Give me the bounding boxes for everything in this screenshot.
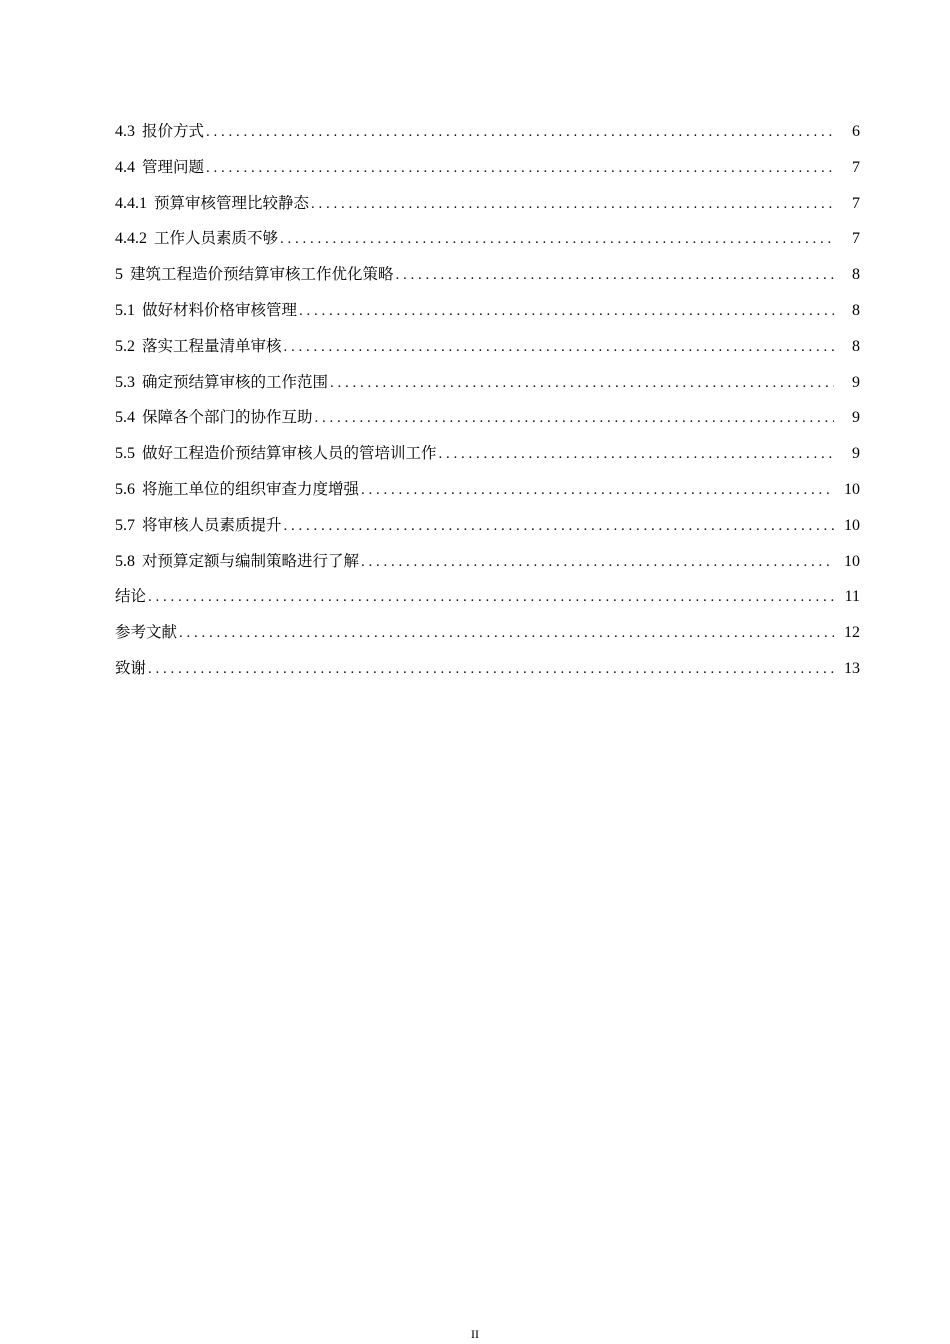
toc-dot-leader <box>361 549 834 575</box>
toc-dot-leader <box>396 262 834 288</box>
toc-entry-page: 7 <box>852 230 860 248</box>
toc-entry-number: 4.4.1 <box>115 194 147 212</box>
toc-dot-leader <box>361 477 834 503</box>
toc-entry-number: 5.5 <box>115 445 135 463</box>
toc-entry-page: 10 <box>844 516 860 534</box>
toc-entry-number: 5.4 <box>115 409 135 427</box>
toc-entry-page: 8 <box>852 266 860 284</box>
toc-dot-leader <box>284 334 834 360</box>
toc-entry-title: 将施工单位的组织审查力度增强 <box>142 479 360 498</box>
toc-entry-title: 保障各个部门的协作互助 <box>142 408 313 427</box>
toc-dot-leader <box>206 119 834 145</box>
toc-entry[interactable] <box>115 118 860 154</box>
toc-entry[interactable] <box>115 369 860 405</box>
toc-entry-number: 5.6 <box>115 480 135 498</box>
toc-dot-leader <box>330 370 834 396</box>
toc-dot-leader <box>206 155 834 181</box>
toc-entry-page: 7 <box>852 158 860 176</box>
toc-dot-leader <box>299 298 834 324</box>
toc-entry-number: 5 <box>115 266 123 284</box>
toc-entry-title: 做好材料价格审核管理 <box>142 300 298 319</box>
toc-entry-page: 13 <box>844 659 860 677</box>
toc-entry-title: 预算审核管理比较静态 <box>154 193 310 212</box>
toc-entry-title: 管理问题 <box>142 157 205 176</box>
toc-entry[interactable] <box>115 297 860 333</box>
toc-entry-page: 8 <box>852 301 860 319</box>
toc-entry-title: 将审核人员素质提升 <box>142 515 282 534</box>
toc-entry-page: 12 <box>844 624 860 642</box>
toc-entry[interactable] <box>115 225 860 261</box>
toc-entry[interactable] <box>115 512 860 548</box>
toc-entry-title: 落实工程量清单审核 <box>142 336 282 355</box>
toc-entry-page: 7 <box>852 194 860 212</box>
toc-entry-title: 致谢 <box>115 658 147 677</box>
toc-entry[interactable] <box>115 655 860 691</box>
toc-entry-title: 报价方式 <box>142 122 205 140</box>
toc-entry-number: 5.2 <box>115 337 135 355</box>
toc-dot-leader <box>439 441 834 467</box>
toc-entry[interactable] <box>115 619 860 655</box>
toc-entry[interactable] <box>115 476 860 512</box>
toc-entry-page: 6 <box>852 123 860 140</box>
toc-entry[interactable] <box>115 154 860 190</box>
toc-entry-title: 对预算定额与编制策略进行了解 <box>142 551 360 570</box>
toc-entry-number: 4.3 <box>115 123 135 140</box>
toc-entry-page: 11 <box>844 588 860 606</box>
toc-entry-page: 9 <box>852 445 860 463</box>
toc-entry-number: 5.1 <box>115 301 135 319</box>
toc-entry-number: 4.4.2 <box>115 230 147 248</box>
toc-entry-number: 4.4 <box>115 158 135 176</box>
toc-entry[interactable] <box>115 583 860 619</box>
toc-dot-leader <box>280 226 834 252</box>
toc-entry[interactable] <box>115 190 860 226</box>
toc-entry-title: 工作人员素质不够 <box>154 229 279 248</box>
toc-entry[interactable] <box>115 440 860 476</box>
page-number-footer: II <box>471 1327 479 1341</box>
toc-entry-page: 10 <box>844 552 860 570</box>
toc-entry-page: 9 <box>852 373 860 391</box>
toc-entry[interactable] <box>115 261 860 297</box>
toc-dot-leader <box>179 620 834 646</box>
toc-dot-leader <box>148 584 834 610</box>
toc-entry-page: 10 <box>844 480 860 498</box>
toc-entry[interactable] <box>115 548 860 584</box>
toc-entry-number: 5.8 <box>115 552 135 570</box>
toc-entry[interactable] <box>115 333 860 369</box>
toc-entry-title: 结论 <box>115 587 147 606</box>
toc-entry-page: 9 <box>852 409 860 427</box>
toc-dot-leader <box>311 191 834 217</box>
toc-entry[interactable] <box>115 404 860 440</box>
toc-entry-number: 5.7 <box>115 516 135 534</box>
toc-entry-page: 8 <box>852 337 860 355</box>
toc-entry-title: 建筑工程造价预结算审核工作优化策略 <box>130 265 394 284</box>
toc-dot-leader <box>148 656 834 682</box>
toc-entry-title: 参考文献 <box>115 623 178 642</box>
toc-dot-leader <box>284 513 834 539</box>
toc-entry-title: 做好工程造价预结算审核人员的管培训工作 <box>142 444 437 463</box>
table-of-contents <box>115 118 860 691</box>
toc-entry-title: 确定预结算审核的工作范围 <box>142 372 329 391</box>
toc-entry-number: 5.3 <box>115 373 135 391</box>
toc-dot-leader <box>315 405 834 431</box>
